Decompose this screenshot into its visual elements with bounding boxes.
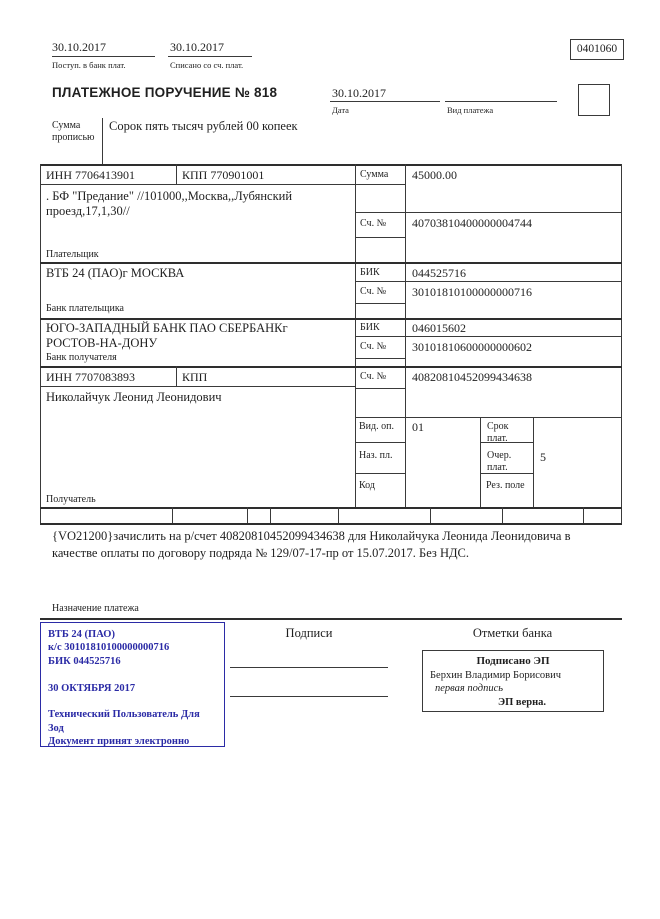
date-label: Дата: [332, 105, 349, 115]
due-date-label: Срок плат.: [487, 421, 509, 444]
stamp-line: ВТБ 24 (ПАО): [48, 629, 115, 640]
divider-line: [40, 523, 622, 525]
sum-label: Сумма: [360, 169, 389, 180]
stamp-line: к/с 30101810100000000716: [48, 642, 170, 654]
document-date: 30.10.2017: [332, 86, 386, 100]
divider-line: [355, 212, 622, 213]
divider-line: [247, 507, 248, 523]
esignature-box: [422, 650, 604, 712]
divider-line: [40, 184, 355, 185]
beneficiary-inn: ИНН 7707083893: [46, 370, 135, 384]
received-date: 30.10.2017: [52, 40, 106, 54]
divider-line: [40, 507, 622, 509]
beneficiary-name: Николайчук Леонид Леонидович: [46, 390, 222, 404]
form-code-box: 0401060: [570, 39, 624, 60]
divider-line: [533, 417, 534, 507]
payer-bank-bik-label: БИК: [360, 267, 380, 278]
purpose-code-label: Наз. пл.: [359, 450, 393, 461]
amount-words-value: Сорок пять тысяч рублей 00 копеек: [109, 119, 298, 133]
payer-bank-account-label: Сч. №: [360, 286, 387, 297]
divider-line: [52, 56, 155, 57]
debited-date-label: Списано со сч. плат.: [170, 60, 244, 70]
divider-line: [355, 442, 405, 443]
stamp-line: БИК 044525716: [48, 655, 121, 667]
divider-line: [355, 473, 405, 474]
divider-line: [168, 56, 252, 57]
divider-line: [270, 507, 271, 523]
divider-line: [40, 366, 622, 368]
signature-line: [230, 696, 388, 697]
divider-line: [102, 118, 103, 164]
stamp-line: Зод: [48, 722, 64, 734]
bank-stamp: [40, 622, 225, 747]
payer-label: Плательщик: [46, 249, 99, 260]
document-title: ПЛАТЕЖНОЕ ПОРУЧЕНИЕ № 818: [52, 85, 278, 100]
divider-line: [355, 388, 405, 389]
divider-line: [40, 262, 622, 264]
divider-line: [355, 303, 405, 304]
payer-bank-name: ВТБ 24 (ПАО)г МОСКВА: [46, 266, 185, 280]
payer-bank-bik-value: 044525716: [412, 266, 466, 280]
divider-line: [330, 101, 440, 102]
divider-line: [40, 618, 622, 620]
divider-line: [40, 164, 622, 166]
divider-line: [445, 101, 557, 102]
payer-bank-label: Банк плательщика: [46, 303, 124, 314]
bank-marks-label: Отметки банка: [472, 626, 553, 640]
beneficiary-bank-account-value: 30101810600000000602: [412, 340, 532, 354]
stamp-line: 30 ОКТЯБРЯ 2017: [48, 682, 136, 694]
sum-value: 45000.00: [412, 168, 457, 182]
signature-line: [230, 667, 388, 668]
beneficiary-bank-name: ЮГО-ЗАПАДНЫЙ БАНК ПАО СБЕРБАНКг РОСТОВ-НА-ДОНУ: [46, 321, 288, 350]
divider-line: [176, 164, 177, 184]
beneficiary-bank-bik-label: БИК: [360, 322, 380, 333]
divider-line: [430, 507, 431, 523]
purpose-text-line2: качестве оплаты по договору подряда № 129/07-17-пр от 15.07.2017. Без НДС.: [52, 546, 470, 560]
divider-line: [355, 358, 405, 359]
beneficiary-bank-bik-value: 046015602: [412, 321, 466, 335]
divider-line: [40, 318, 622, 320]
beneficiary-account-label: Сч. №: [360, 371, 387, 382]
divider-line: [40, 386, 355, 387]
code-label: Код: [359, 480, 375, 491]
divider-line: [502, 507, 503, 523]
esign-signer-name: Берхин Владимир Борисович: [430, 669, 561, 681]
stamp-line: [48, 695, 224, 708]
payer-account-label: Сч. №: [360, 218, 387, 229]
divider-line: [355, 281, 622, 282]
purpose-label: Назначение платежа: [52, 603, 139, 614]
payment-type-label: Вид платежа: [447, 105, 494, 115]
divider-line: [355, 237, 405, 238]
beneficiary-bank-label: Банк получателя: [46, 352, 117, 363]
divider-line: [480, 417, 481, 507]
received-date-label: Поступ. в банк плат.: [52, 60, 126, 70]
divider-line: [621, 164, 622, 523]
reserve-field-label: Рез. поле: [486, 480, 525, 491]
divider-line: [40, 164, 41, 523]
esign-verified: ЭП верна.: [498, 696, 547, 708]
amount-words-label: Сумма прописью: [52, 120, 95, 143]
divider-line: [355, 184, 405, 185]
op-type-label: Вид. оп.: [359, 421, 394, 432]
payer-inn: ИНН 7706413901: [46, 168, 135, 182]
payer-account-value: 40703810400000004744: [412, 216, 532, 230]
purpose-text-line1: {VO21200}зачислить на р/счет 40820810452099434638 для Николайчука Леонида Леонидовича в: [52, 529, 571, 543]
stamp-line: Технический Пользователь Для: [48, 709, 200, 721]
esign-title: Подписано ЭП: [476, 655, 550, 667]
debited-date: 30.10.2017: [170, 40, 224, 54]
op-type-value: 01: [412, 420, 424, 434]
divider-line: [338, 507, 339, 523]
esign-role: первая подпись: [435, 683, 504, 694]
divider-line: [583, 507, 584, 523]
stamp-line: Документ принят электронно: [48, 736, 190, 748]
beneficiary-kpp: КПП: [182, 370, 208, 384]
payer-bank-account-value: 30101810100000000716: [412, 285, 532, 299]
payment-type-box: [578, 84, 610, 116]
divider-line: [172, 507, 173, 523]
divider-line: [355, 336, 622, 337]
payer-kpp: КПП 770901001: [182, 168, 265, 182]
beneficiary-label: Получатель: [46, 494, 96, 505]
beneficiary-account-value: 40820810452099434638: [412, 370, 532, 384]
order-label: Очер. плат.: [487, 450, 512, 473]
divider-line: [355, 417, 622, 418]
signatures-label: Подписи: [285, 626, 333, 640]
beneficiary-bank-account-label: Сч. №: [360, 341, 387, 352]
payer-name: . БФ "Предание" //101000,,Москва,,Лубянский проезд,17,1,30//: [46, 189, 293, 218]
order-value: 5: [540, 450, 546, 464]
stamp-line: [48, 668, 224, 681]
divider-line: [176, 366, 177, 386]
